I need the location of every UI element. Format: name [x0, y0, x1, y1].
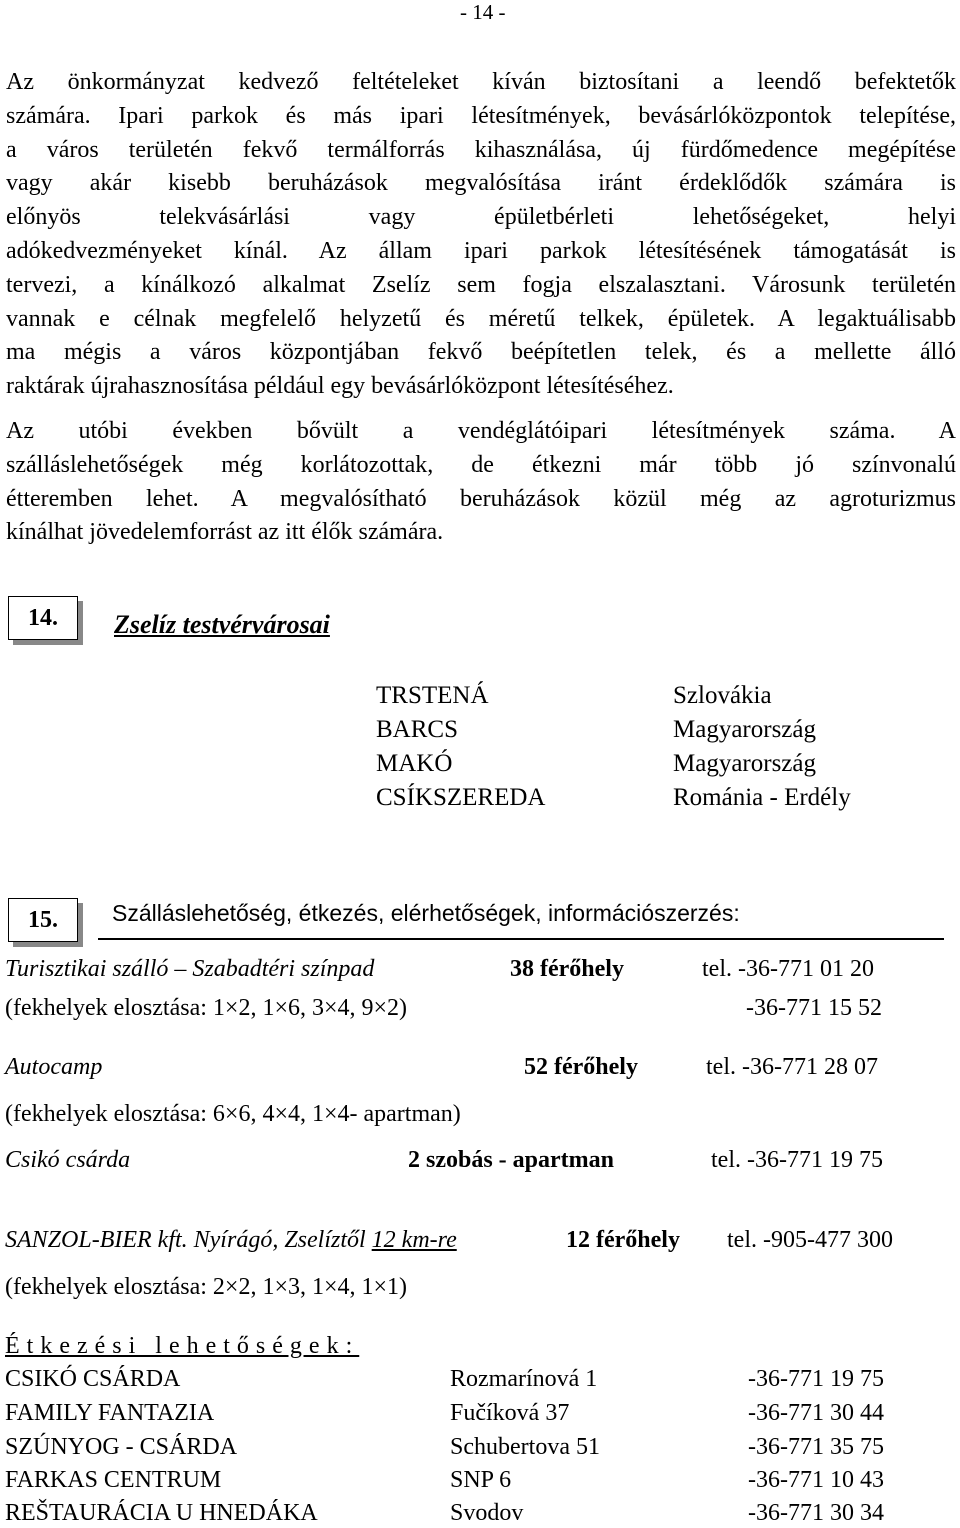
restaurant-phone: -36-771 10 43 [748, 1467, 884, 1493]
intro-paragraph-1 [6, 66, 956, 404]
restaurant-name: SZÚNYOG - CSÁRDA [5, 1434, 238, 1460]
text-line: szálláslehetőségek még korlátozottak, de étkezni már több jó színvonalú [6, 451, 956, 478]
restaurant-phone: -36-771 30 44 [748, 1400, 884, 1426]
text-line: Az önkormányzat kedvező feltételeket kíván biztosítani a leendő befektetők [6, 69, 956, 95]
city-name: MAKÓ [376, 750, 453, 777]
text-line: kínálhat jövedelemforrást az itt élők számára. [6, 519, 444, 546]
city-name: CSÍKSZEREDA [376, 784, 546, 811]
text-line: előnyös telekvásárlási vagy épületbérleti lehetőségeket, helyi [6, 204, 956, 231]
restaurant-address: Schubertova 51 [450, 1434, 600, 1460]
accommodation-capacity: 38 férőhely [510, 956, 624, 982]
restaurant-address: Fučíková 37 [450, 1400, 570, 1426]
text-line: vagy akár kisebb beruházások megvalósítása iránt érdeklődők számára is [6, 170, 956, 197]
accommodation-capacity: 2 szobás - apartman [408, 1147, 615, 1173]
accommodation-detail: (fekhelyek elosztása: 6×6, 4×4, 1×4- apartman) [5, 1101, 461, 1127]
city-name: BARCS [376, 716, 458, 743]
restaurant-name: FARKAS CENTRUM [5, 1467, 222, 1493]
accommodation-name [5, 1227, 457, 1254]
city-country: Románia - Erdély [673, 784, 851, 811]
section-15-rule [98, 938, 944, 940]
accommodation-capacity: 52 férőhely [524, 1054, 638, 1080]
city-name: TRSTENÁ [376, 682, 489, 709]
text-line: Az utóbi években bővült a vendéglátóipari létesítmények száma. A [6, 418, 956, 444]
accommodation-capacity: 12 férőhely [566, 1227, 680, 1253]
restaurant-name: REŠTAURÁCIA U HNEDÁKA [5, 1500, 318, 1526]
restaurant-address: Rozmarínová 1 [450, 1366, 598, 1392]
accommodation-phone-2: -36-771 15 52 [746, 995, 882, 1021]
accommodation-phone: tel. -36-771 28 07 [706, 1054, 878, 1080]
accommodation-name: Csikó csárda [5, 1147, 131, 1173]
section-15-number-box: 15. [8, 898, 78, 942]
accommodation-name: Turisztikai szálló – Szabadtéri színpad [5, 956, 375, 982]
restaurant-address: SNP 6 [450, 1467, 512, 1493]
text-line: a város területén fekvő termálforrás kihasználása, új fürdőmedence megépítése [6, 136, 956, 163]
accommodation-name-text: SANZOL-BIER kft. Nyírágó, Zselíztől [5, 1227, 372, 1253]
city-country: Magyarország [673, 716, 816, 743]
accommodation-phone: tel. -36-771 01 20 [702, 956, 874, 982]
accommodation-detail: (fekhelyek elosztása: 1×2, 1×6, 3×4, 9×2) [5, 995, 408, 1021]
city-country: Magyarország [673, 750, 816, 777]
text-line: vannak e célnak megfelelő helyzetű és méretű telkek, épületek. A legaktuálisabb [6, 305, 956, 332]
text-line: raktárak újrahasznosítása például egy bevásárlóközpont létesítéséhez. [6, 373, 674, 400]
text-line: tervezi, a kínálkozó alkalmat Zselíz sem fogja elszalasztani. Városunk területén [6, 271, 956, 298]
text-line: adókedvezményeket kínál. Az állam ipari parkok létesítésének támogatását is [6, 237, 956, 264]
dining-heading: Étkezési lehetőségek: [5, 1333, 360, 1359]
city-country: Szlovákia [673, 682, 772, 709]
restaurant-phone: -36-771 30 34 [748, 1500, 884, 1526]
accommodation-name: Autocamp [5, 1054, 103, 1080]
text-line: étteremben lehet. A megvalósítható beruházások közül még az agroturizmus [6, 485, 956, 512]
text-line: ma mégis a város központjában fekvő beépítetlen telek, és a mellette álló [6, 339, 956, 366]
accommodation-phone: tel. -905-477 300 [727, 1227, 893, 1253]
intro-paragraph-2 [6, 415, 956, 550]
restaurant-phone: -36-771 35 75 [748, 1434, 884, 1460]
accommodation-distance: 12 km-re [371, 1227, 457, 1253]
page-number: - 14 - [460, 0, 506, 24]
section-14-number-box: 14. [8, 596, 78, 640]
restaurant-name: FAMILY FANTAZIA [5, 1400, 215, 1426]
restaurant-address: Svodov [450, 1500, 524, 1526]
section-14-title: Zselíz testvérvárosai [114, 610, 330, 639]
restaurant-phone: -36-771 19 75 [748, 1366, 884, 1392]
restaurant-name: CSIKÓ CSÁRDA [5, 1366, 181, 1392]
accommodation-detail: (fekhelyek elosztása: 2×2, 1×3, 1×4, 1×1) [5, 1274, 408, 1300]
text-line: számára. Ipari parkok és más ipari létesítmények, bevásárlóközpontok telepítése, [6, 102, 956, 129]
accommodation-phone: tel. -36-771 19 75 [711, 1147, 883, 1173]
section-15-title: Szálláslehetőség, étkezés, elérhetőségek, információszerzés: [112, 900, 740, 926]
